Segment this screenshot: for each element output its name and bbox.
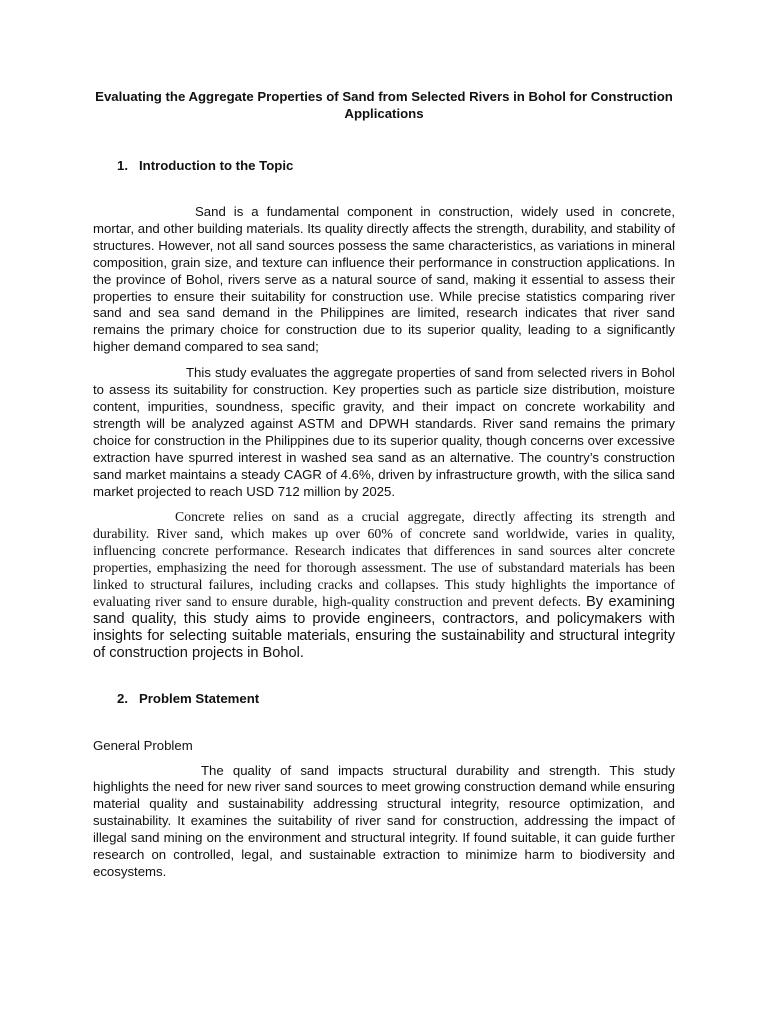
section-number: 2. <box>117 690 128 706</box>
document-title: Evaluating the Aggregate Properties of Sand from Selected Rivers in Bohol for Construction Applications <box>95 89 673 121</box>
section-number: 1. <box>117 158 128 173</box>
problem-paragraph-1 <box>93 763 675 881</box>
section-title: Problem Statement <box>139 690 260 706</box>
intro-paragraph-3-serif-text: Concrete relies on sand as a crucial aggregate, directly affecting its strength and durability. River sand, which makes up over 60% of concrete sand worldwide, varies in quality, influencing concrete performance. Research indicates that differences in sand sources alter concrete properties, emphasizing the need for thorough assessment. The use of substandard materials has been linked to structural failures, including cracks and collapses. This study highlights the importance of evaluating river sand to ensure durable, high-quality construction and prevent defects. <box>93 509 675 609</box>
section-heading-introduction <box>93 157 675 174</box>
problem-paragraph-1-text: The quality of sand impacts structural durability and strength. This study highlights the need for new river sand sources to meet growing construction demand while ensuring material quality and sustainability addressing structural integrity, resource optimization, and sustainability. It examines the suitability of river sand for construction, addressing the impact of illegal sand mining on the environment and structural integrity. If found suitable, it can guide further research on controlled, legal, and sustainable extraction to minimize harm to biodiversity and ecosystems. <box>93 762 675 879</box>
intro-paragraph-2-text: This study evaluates the aggregate properties of sand from selected rivers in Bohol to assess its suitability for construction. Key properties such as particle size distribution, moisture content, impurities, soundness, specific gravity, and their impact on concrete workability and strength will be analyzed against ASTM and DPWH standards. River sand remains the primary choice for construction in the Philippines due to its superior quality, though concerns over excessive extraction have spurred interest in washed sea sand as an alternative. The country’s construction sand market maintains a steady CAGR of 4.6%, driven by infrastructure growth, with the silica sand market projected to reach USD 712 million by 2025. <box>93 365 675 499</box>
intro-paragraph-3 <box>93 509 675 661</box>
intro-paragraph-3-sans-text: By examining sand quality, this study aims to provide engineers, contractors, and policymakers with insights for selecting suitable materials, ensuring the sustainability and structural integrity of construction projects in Bohol. <box>93 593 675 661</box>
intro-paragraph-1-text: Sand is a fundamental component in construction, widely used in concrete, mortar, and other building materials. Its quality directly affects the strength, durability, and stability of structures. However, not all sand sources possess the same characteristics, as variations in mineral composition, grain size, and texture can influence their performance in construction applications. In the province of Bohol, rivers serve as a natural source of sand, making it essential to assess their properties to ensure their suitability for construction use. While precise statistics comparing river sand and sea sand demand in the Philippines are limited, research indicates that river sand remains the primary choice for construction due to its superior quality, leading to a significantly higher demand compared to sea sand; <box>93 204 675 355</box>
section-title: Introduction to the Topic <box>139 158 294 173</box>
intro-paragraph-1 <box>93 204 675 356</box>
intro-paragraph-2 <box>93 365 675 500</box>
document-page <box>93 88 675 881</box>
section-heading-problem-statement <box>93 690 675 707</box>
general-problem-label: General Problem <box>93 737 193 753</box>
